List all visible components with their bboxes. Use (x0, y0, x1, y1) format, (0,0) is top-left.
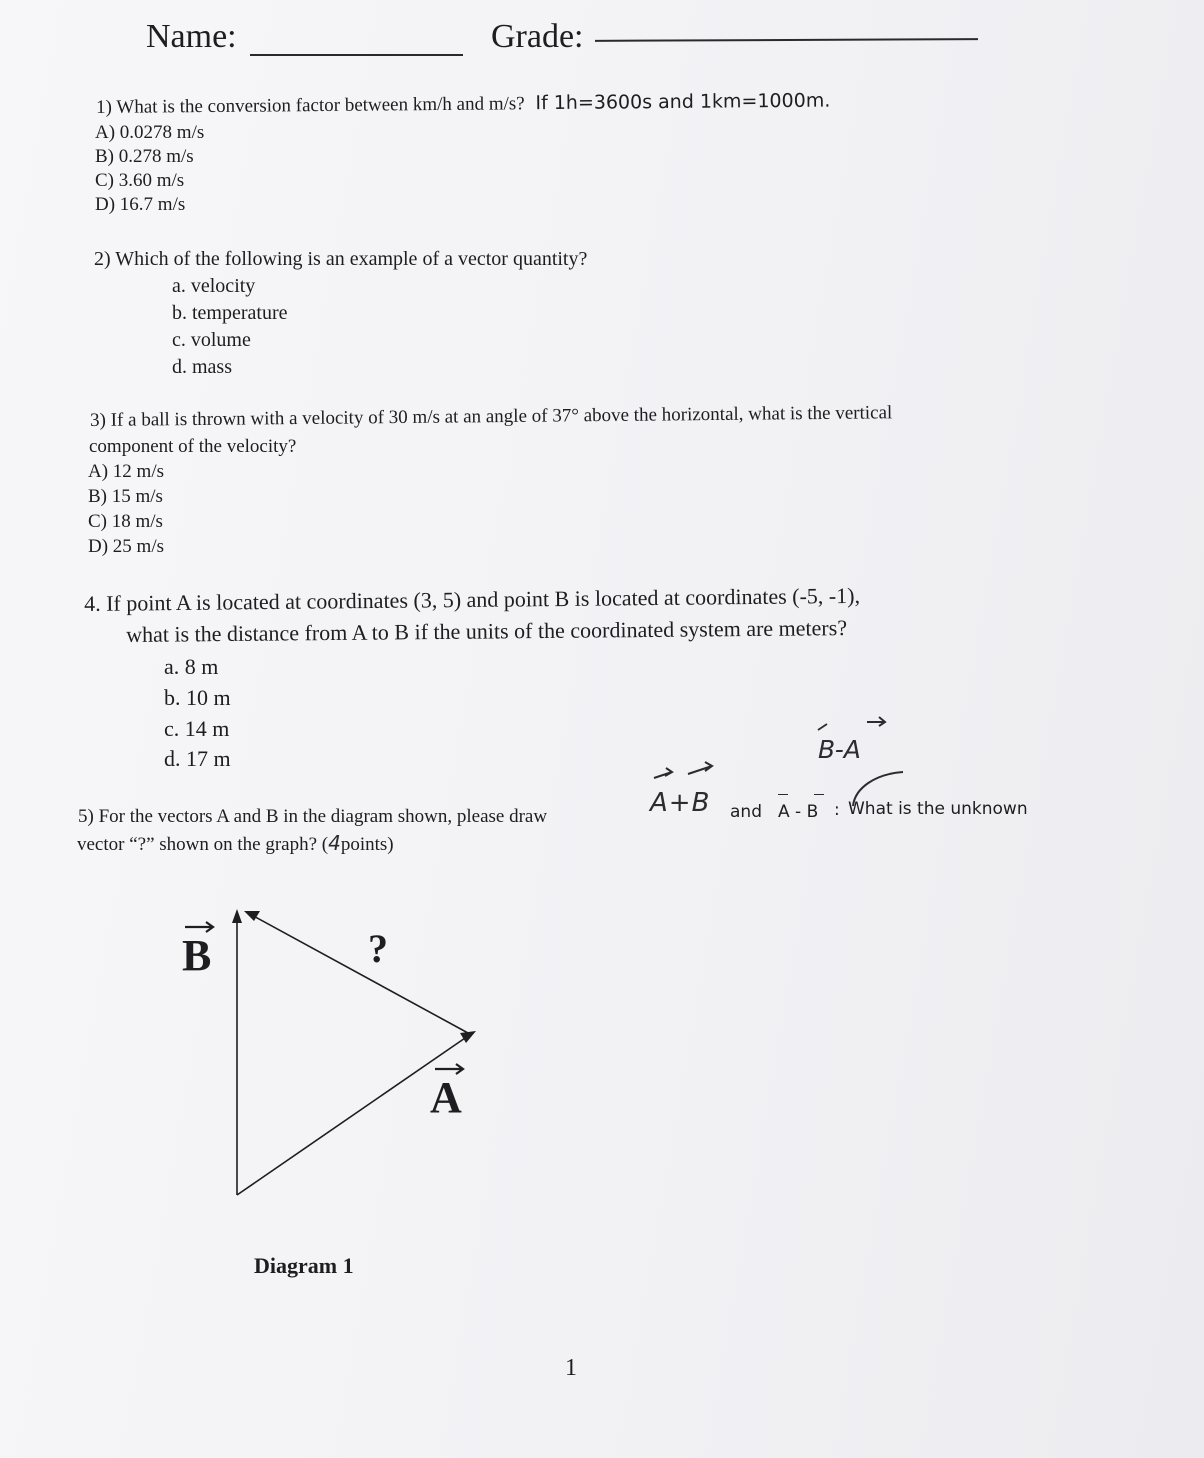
handwritten-b-minus-a: B-A (818, 735, 861, 764)
question-1-prompt: 1) What is the conversion factor between km/h and m/s? (96, 93, 525, 118)
question-1-option-c[interactable]: C) 3.60 m/s (95, 170, 185, 191)
vector-a-label: A (430, 1073, 462, 1122)
handwritten-a-plus-b: A+B (650, 788, 711, 818)
question-4-text-line1: 4. If point A is located at coordinates (3, 5) and point B is located at coordinates (-5, -1), (84, 582, 861, 616)
question-3-option-b[interactable]: B) 15 m/s (88, 486, 163, 507)
diagram-caption: Diagram 1 (254, 1253, 354, 1278)
question-1-option-d[interactable]: D) 16.7 m/s (95, 194, 186, 215)
question-5-text-line2 (77, 831, 394, 856)
question-2-option-a[interactable]: a. velocity (172, 275, 256, 297)
handwritten-points-digit: 4 (328, 831, 341, 855)
question-3-option-a[interactable]: A) 12 m/s (88, 461, 164, 482)
question-3-text-line1: 3) If a ball is thrown with a velocity of 30 m/s at an angle of 37° above the horizontal, what is the vertical (90, 402, 893, 431)
question-5-text-line1: 5) For the vectors A and B in the diagram shown, please draw (78, 806, 548, 827)
question-1-text (96, 90, 830, 119)
grade-label: Grade: (491, 18, 584, 55)
unknown-vector-tail-icon (244, 911, 260, 921)
and-word: and (730, 802, 762, 822)
question-3-option-d[interactable]: D) 25 m/s (88, 536, 164, 557)
question-2-option-b[interactable]: b. temperature (172, 302, 288, 324)
question-4-option-a[interactable]: a. 8 m (164, 654, 219, 679)
question-4-option-b[interactable]: b. 10 m (164, 685, 231, 710)
handwritten-vector-arrows-icon (650, 758, 720, 786)
question-4-option-c[interactable]: c. 14 m (164, 716, 230, 741)
question-5-line2-start: vector “?” shown on the graph? ( (77, 834, 329, 855)
page-number: 1 (565, 1355, 577, 1381)
name-label: Name: (146, 18, 237, 55)
question-1-option-b[interactable]: B) 0.278 m/s (95, 146, 194, 167)
question-4-option-d[interactable]: d. 17 m (164, 746, 231, 771)
a-bar-icon (778, 794, 788, 797)
question-2-option-d[interactable]: d. mass (172, 356, 232, 378)
question-2-text: 2) Which of the following is an example of a vector quantity? (94, 248, 588, 270)
name-field-line[interactable] (250, 54, 463, 56)
question-1-option-a[interactable]: A) 0.0278 m/s (95, 122, 205, 143)
unknown-vector-line (248, 913, 468, 1033)
question-4-text-line2: what is the distance from A to B if the units of the coordinated system are meters? (126, 615, 848, 647)
handwritten-annotation-icon (815, 710, 910, 820)
a-minus-b-text: A - B (778, 802, 819, 822)
question-1-note: If 1h=3600s and 1km=1000m. (535, 89, 831, 115)
question-2-option-c[interactable]: c. volume (172, 329, 251, 351)
question-3-option-c[interactable]: C) 18 m/s (88, 511, 163, 532)
colon-text: : (834, 800, 840, 820)
grade-field-line[interactable] (595, 38, 978, 42)
question-5-text-line1-end: What is the unknown (848, 799, 1028, 819)
vector-b-label: B (182, 931, 212, 980)
vector-diagram (170, 895, 500, 1215)
question-3-text-line2: component of the velocity? (89, 436, 297, 457)
question-5-line2-end: points) (340, 834, 394, 855)
vector-b-arrowhead-icon (232, 909, 242, 923)
unknown-vector-label: ? (368, 926, 388, 971)
